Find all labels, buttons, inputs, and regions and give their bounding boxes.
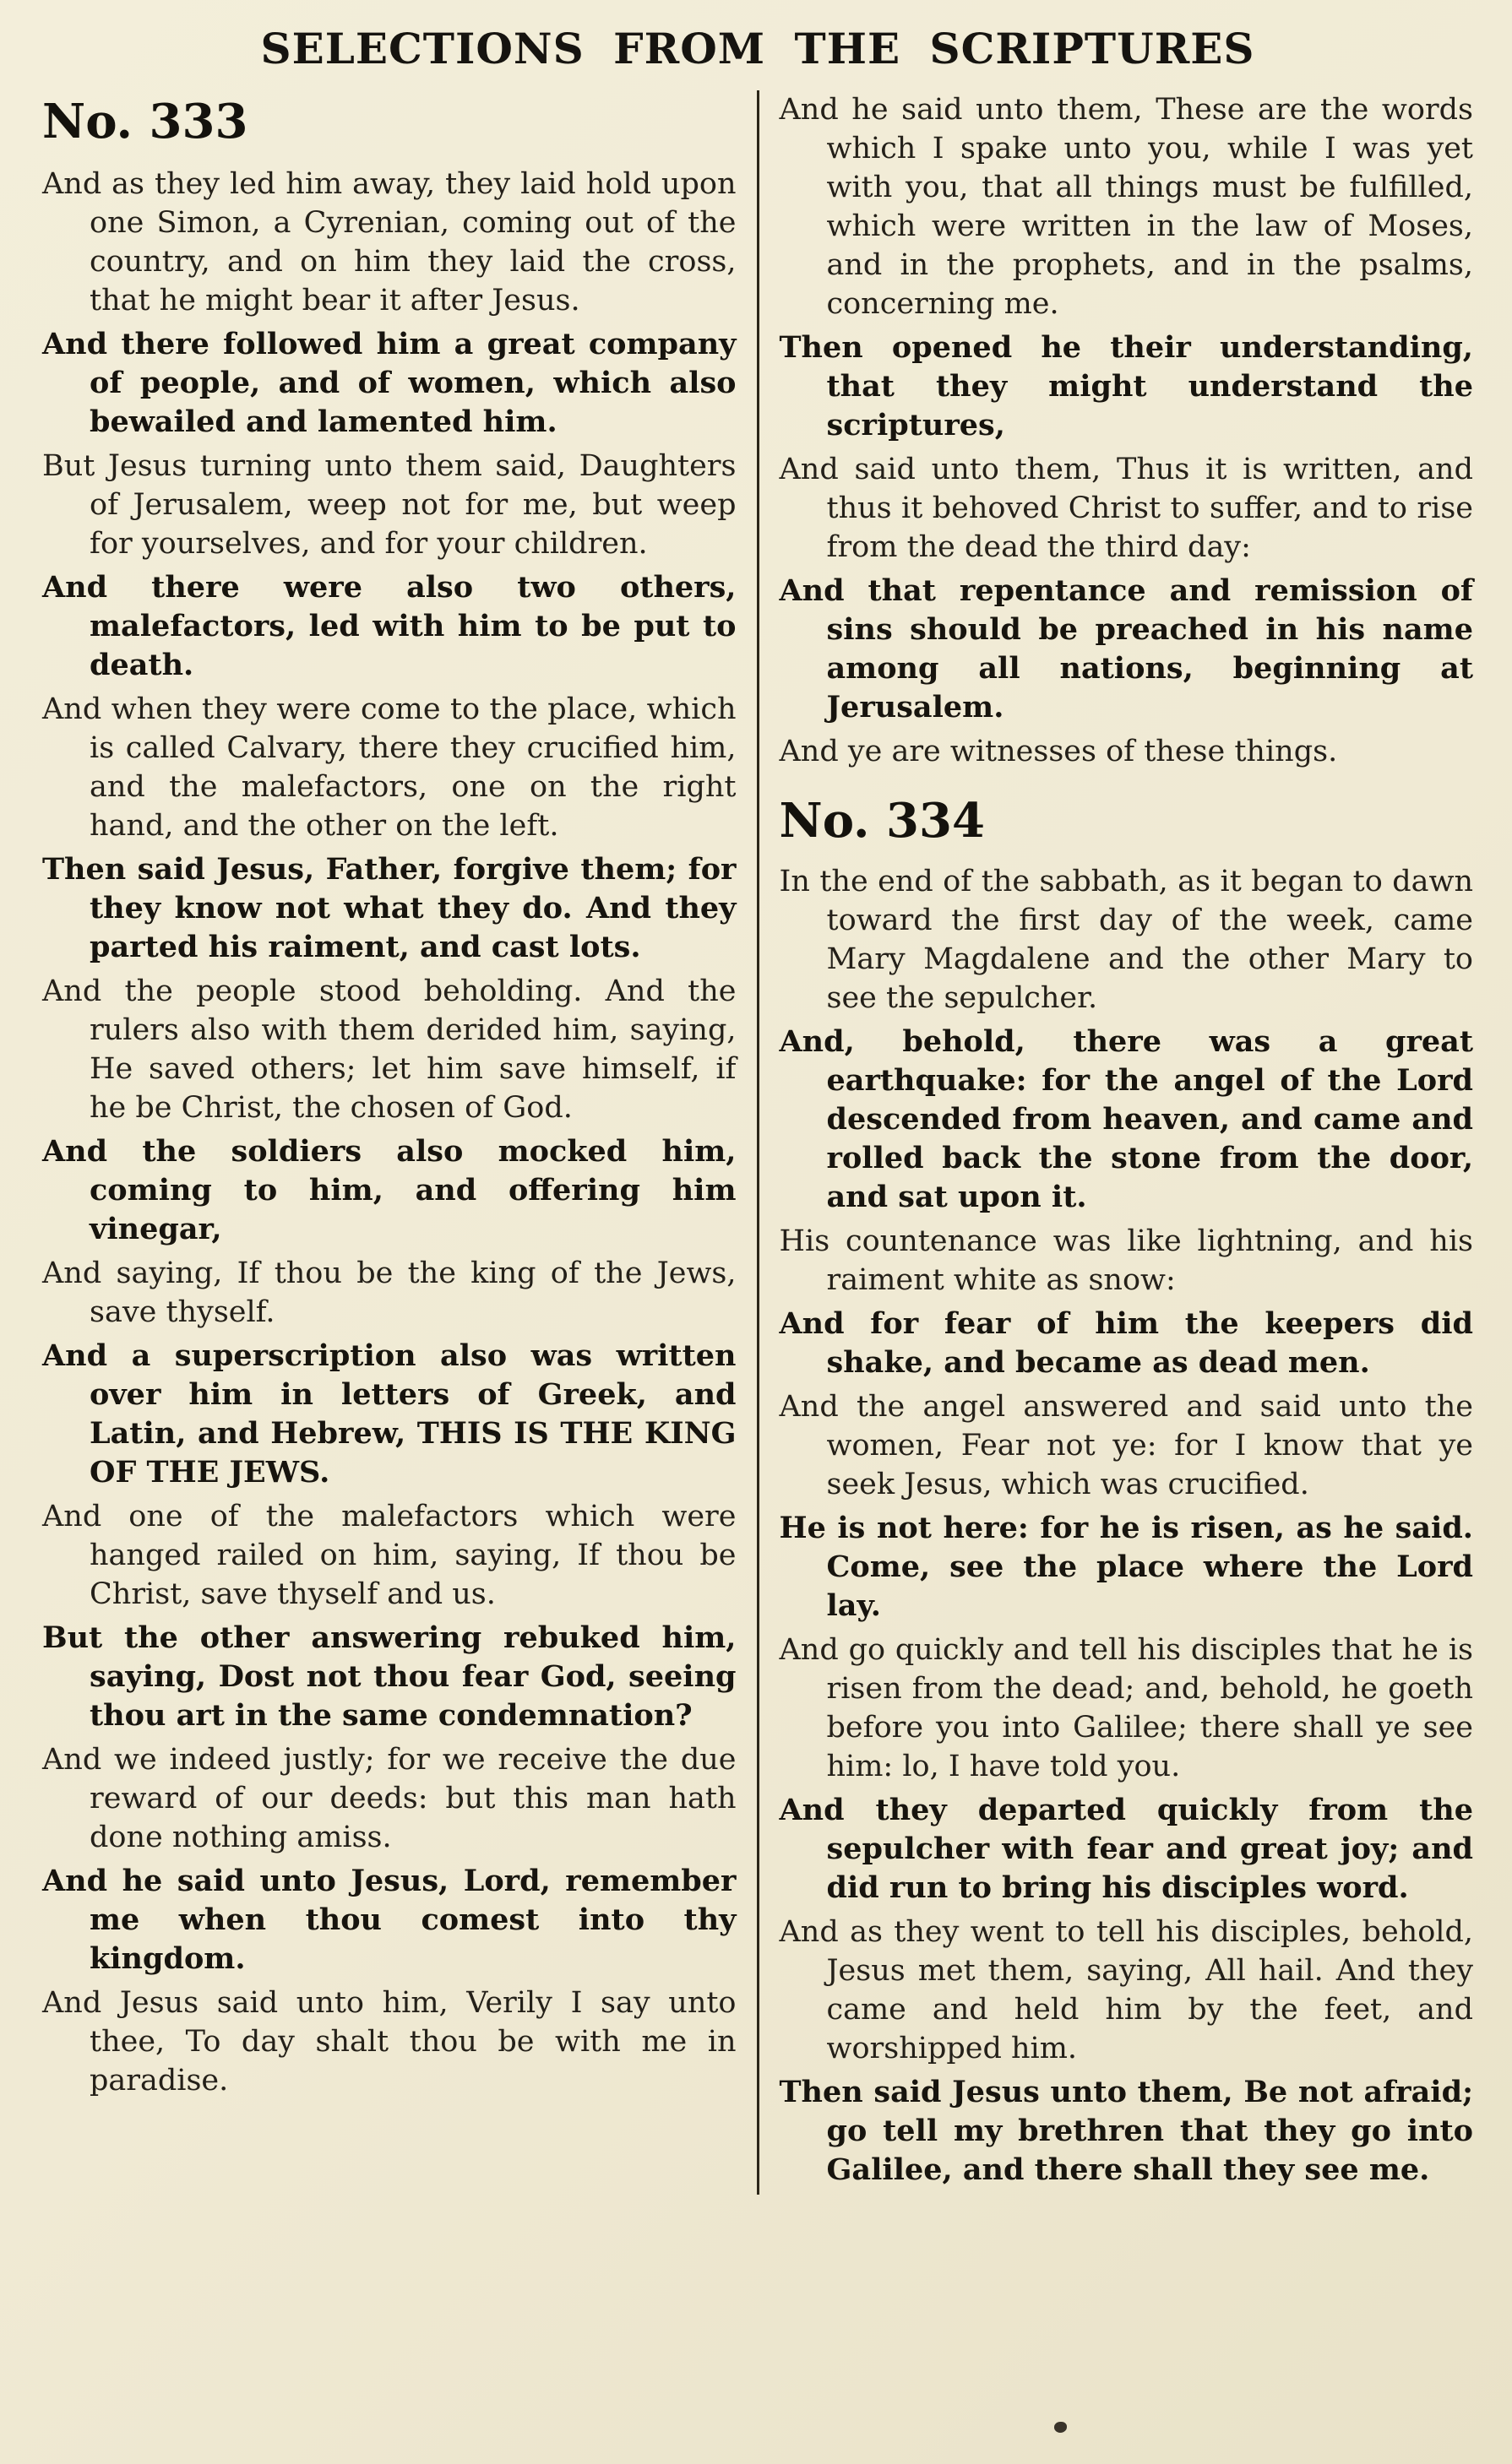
scripture-paragraph: And that repentance and remission of sins should be preached in his name among all nations, beginning at Jerusalem. <box>779 573 1473 725</box>
right-column <box>759 90 1474 2195</box>
scripture-paragraph: But Jesus turning unto them said, Daughters of Jerusalem, weep not for me, but weep for yourselves, and for your children. <box>42 449 737 561</box>
left-column-paragraphs <box>42 165 737 2100</box>
scripture-paragraph: And said unto them, Thus it is written, and thus it behoved Christ to suffer, and to rise from the dead the third day: <box>779 453 1473 564</box>
section-heading-no-334: No. 334 <box>779 793 985 849</box>
scripture-paragraph: Then said Jesus, Father, forgive them; for they know not what they do. And they parted his raiment, and cast lots. <box>42 852 737 964</box>
scripture-paragraph: And the angel answered and said unto the women, Fear not ye: for I know that ye seek Jesus, which was crucified. <box>779 1390 1473 1501</box>
scripture-paragraph: And as they went to tell his disciples, behold, Jesus met them, saying, All hail. And they came and held him by the feet, and worshipped him. <box>779 1915 1473 2065</box>
scripture-paragraph: And for fear of him the keepers did shake, and became as dead men. <box>779 1306 1473 1380</box>
scripture-paragraph: He is not here: for he is risen, as he said. Come, see the place where the Lord lay. <box>779 1511 1473 1623</box>
page-title: SELECTIONS FROM THE SCRIPTURES <box>260 24 1255 73</box>
scripture-paragraph: And we indeed justly; for we receive the due reward of our deeds: but this man hath done nothing amiss. <box>42 1743 737 1854</box>
scripture-paragraph: And the soldiers also mocked him, coming to him, and offering him vinegar, <box>42 1134 737 1246</box>
scripture-paragraph: His countenance was like lightning, and his raiment white as snow: <box>779 1224 1473 1297</box>
left-column <box>42 90 757 2195</box>
scripture-paragraph: Then opened he their understanding, that they might understand the scriptures, <box>779 330 1473 442</box>
scripture-paragraph: Then said Jesus unto them, Be not afraid; go tell my brethren that they go into Galilee, and there shall they see me. <box>779 2075 1473 2187</box>
ink-blot-mark <box>1054 2422 1067 2433</box>
scripture-paragraph: And he said unto Jesus, Lord, remember me when thou comest into thy kingdom. <box>42 1864 737 1976</box>
scripture-paragraph: And saying, If thou be the king of the Jews, save thyself. <box>42 1256 737 1329</box>
scripture-paragraph: And, behold, there was a great earthquake: for the angel of the Lord descended from heaven, and came and rolled back the stone from the door, and sat upon it. <box>779 1024 1473 1214</box>
scripture-paragraph: And go quickly and tell his disciples that he is risen from the dead; and, behold, he goeth before you into Galilee; there shall ye see him: lo, I have told you. <box>779 1633 1473 1783</box>
scripture-paragraph: And there followed him a great company of people, and of women, which also bewailed and lamented him. <box>42 327 737 439</box>
scripture-paragraph: And they departed quickly from the sepulcher with fear and great joy; and did run to bring his disciples word. <box>779 1793 1473 1905</box>
right-column-bottom-paragraphs <box>780 862 1474 2190</box>
scripture-paragraph: And as they led him away, they laid hold upon one Simon, a Cyrenian, coming out of the country, and on him they laid the cross, that he might bear it after Jesus. <box>42 167 737 317</box>
scripture-paragraph: And there were also two others, malefactors, led with him to be put to death. <box>42 570 737 682</box>
two-column-layout <box>42 90 1473 2195</box>
scripture-paragraph: And he said unto them, These are the words which I spake unto you, while I was yet with you, that all things must be fulfilled, which were written in the law of Moses, and in the prophets, and in the psalms, concerning me. <box>779 93 1473 321</box>
scripture-paragraph: And a superscription also was written over him in letters of Greek, and Latin, and Hebrew, THIS IS THE KING OF THE JEWS. <box>42 1338 737 1490</box>
scripture-paragraph: And the people stood beholding. And the rulers also with them derided him, saying, He saved others; let him save himself, if he be Christ, the chosen of God. <box>42 974 737 1125</box>
section-heading-no-333: No. 333 <box>42 94 248 149</box>
scripture-paragraph: And when they were come to the place, which is called Calvary, there they crucified him, and the malefactors, one on the right hand, and the other on the left. <box>42 692 737 843</box>
scripture-paragraph: And one of the malefactors which were hanged railed on him, saying, If thou be Christ, save thyself and us. <box>42 1500 737 1611</box>
scripture-paragraph: And Jesus said unto him, Verily I say unto thee, To day shalt thou be with me in paradise. <box>42 1986 737 2098</box>
scripture-paragraph: In the end of the sabbath, as it began to dawn toward the first day of the week, came Mary Magdalene and the other Mary to see the sepulcher. <box>779 865 1473 1015</box>
right-column-top-paragraphs <box>780 90 1474 771</box>
scripture-paragraph: And ye are witnesses of these things. <box>779 735 1338 768</box>
scripture-paragraph: But the other answering rebuked him, saying, Dost not thou fear God, seeing thou art in the same condemnation? <box>42 1620 737 1733</box>
